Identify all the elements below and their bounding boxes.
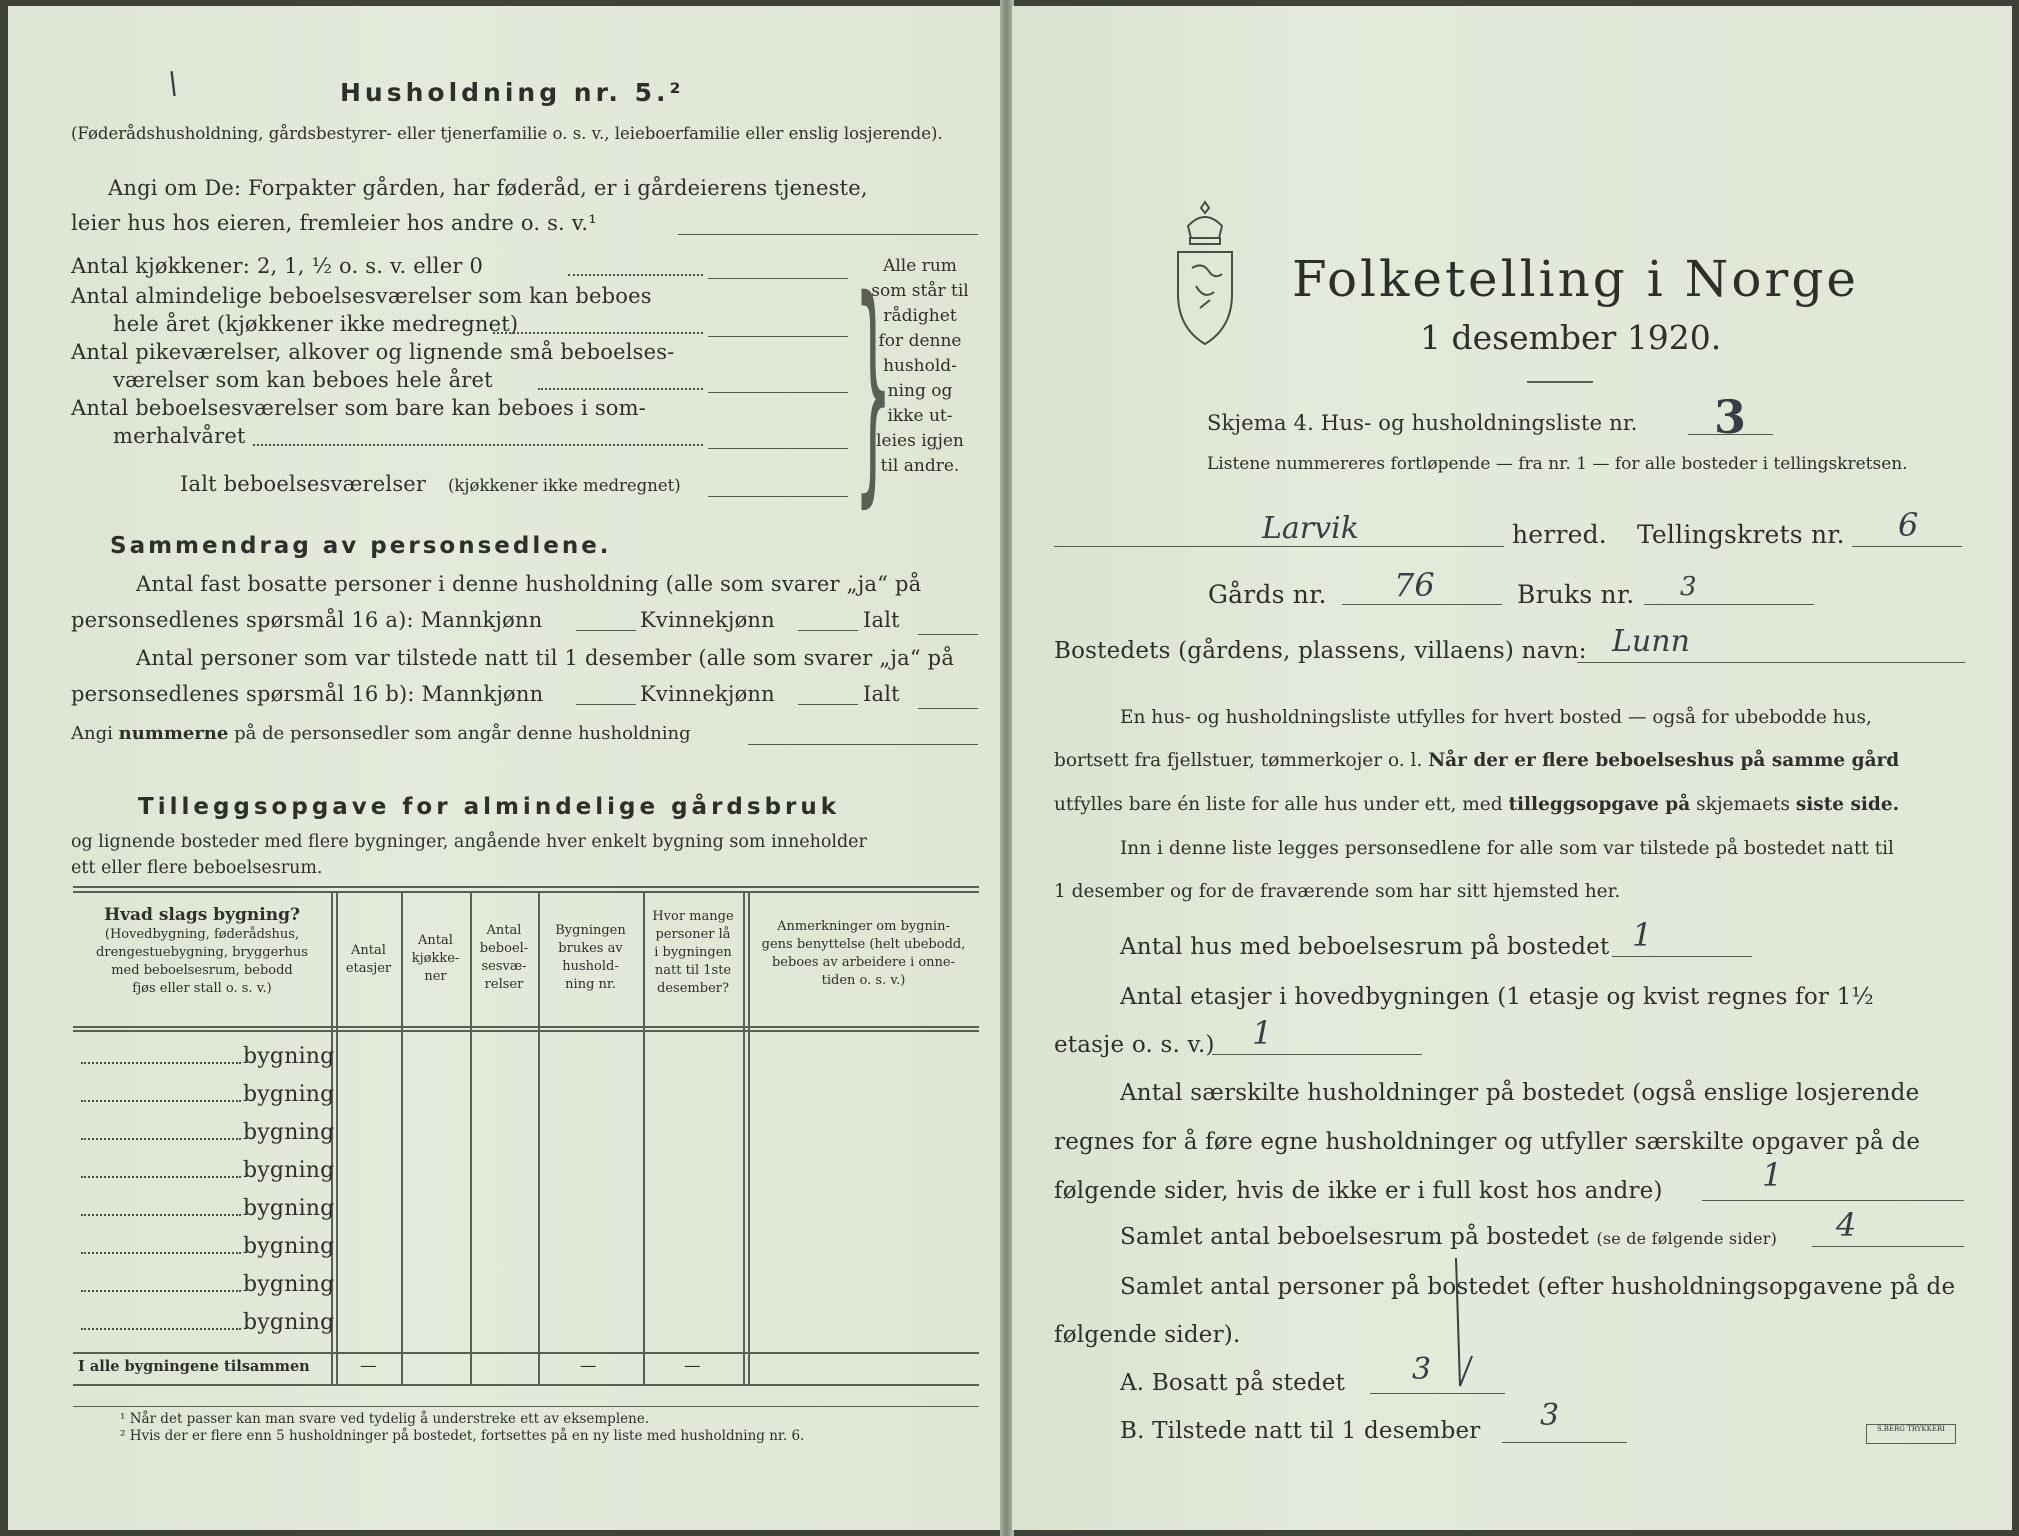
- total-line-2: [918, 708, 978, 709]
- rooms-total-note: (kjøkkener ikke medregnet): [448, 476, 681, 495]
- bosted-label: Bostedets (gårdens, plassens, villaens) navn:: [1054, 638, 1587, 664]
- row-blank: [81, 1100, 241, 1102]
- table-bottom-rule: [73, 1384, 979, 1386]
- row-label: bygning: [243, 1044, 335, 1069]
- a-line: [1370, 1393, 1505, 1394]
- instr-4: Inn i denne liste legges personsedlene for alle som var tilstede på bostedet natt til: [1120, 838, 1894, 859]
- title-divider: [1527, 381, 1593, 383]
- gard-label: Gårds nr.: [1208, 580, 1327, 609]
- table-row: [73, 1152, 979, 1190]
- right-page: [1012, 6, 2012, 1530]
- supplement-title: Tilleggsopgave for almindelige gårdsbruk: [138, 794, 841, 820]
- table-top-rule-2: [73, 891, 979, 893]
- household-note: (Føderådshusholdning, gårdsbestyrer- eller tjenerfamilie o. s. v., leieboerfamilie eller enslig losjerende).: [71, 124, 943, 143]
- table-row: [73, 1190, 979, 1228]
- instr-2: bortsett fra fjellstuer, tømmerkojer o. l. Når der er flere beboelseshus på samme gård: [1054, 750, 1900, 771]
- q-households-2: regnes for å føre egne husholdninger og utfyller særskilte opgaver på de: [1054, 1129, 1921, 1155]
- table-row: [73, 1038, 979, 1076]
- rooms-total-label: Ialt beboelsesværelser: [180, 472, 427, 496]
- coat-of-arms-icon: [1170, 196, 1240, 356]
- female-line-1: [798, 630, 858, 631]
- table-total-rule: [73, 1352, 979, 1354]
- female-line-2: [798, 704, 858, 705]
- table-row: [73, 1114, 979, 1152]
- rooms-2-answer-line: [708, 392, 848, 393]
- supplement-note-2: ett eller flere beboelsesrum.: [71, 858, 323, 878]
- col-header-kitchens: Antal kjøkke- ner: [411, 933, 460, 984]
- bruk-line: [1644, 604, 1814, 605]
- row-blank: [81, 1062, 241, 1064]
- household-title: Husholdning nr. 5.²: [340, 78, 685, 107]
- a-label: A. Bosatt på stedet: [1120, 1370, 1346, 1396]
- footnote-rule: [73, 1406, 979, 1407]
- female-label-1: Kvinnekjønn: [640, 608, 775, 632]
- q-households-1: Antal særskilte husholdninger på bostedet (også enslige losjerende: [1120, 1080, 1920, 1106]
- bosted-line: [1577, 662, 1965, 663]
- bruk-label: Bruks nr.: [1517, 580, 1635, 609]
- col-header-persons: Hvor mange personer lå i bygningen natt til 1ste desember?: [652, 909, 734, 996]
- check-mark-icon: [1442, 1256, 1482, 1396]
- summary-line-4: personsedlenes spørsmål 16 b): Mannkjønn: [71, 682, 544, 706]
- table-row: [73, 1228, 979, 1266]
- table-row: [73, 1304, 979, 1342]
- q-floors-1: Antal etasjer i hovedbygningen (1 etasje og kvist regnes for 1½: [1120, 984, 1874, 1010]
- col-header-household: Bygningen brukes av hushold- ning nr.: [555, 923, 626, 992]
- row-label: bygning: [243, 1158, 335, 1183]
- total-mark-persons: —: [684, 1356, 701, 1375]
- q-houses-line: [1612, 956, 1752, 957]
- instr-3: utfylles bare én liste for alle hus under ett, med tilleggsopgave på skjemaets siste side.: [1054, 794, 1900, 815]
- krets-label: Tellingskrets nr.: [1637, 520, 1845, 549]
- b-line: [1502, 1442, 1627, 1443]
- numbers-line: Angi nummerne på de personsedler som angår denne husholdning: [71, 723, 691, 744]
- row-blank: [81, 1176, 241, 1178]
- summary-title: Sammendrag av personsedlene.: [110, 533, 612, 559]
- rooms-1-label: Antal almindelige beboelsesværelser som kan beboes: [71, 284, 652, 308]
- kitchens-label: Antal kjøkkener: 2, 1, ½ o. s. v. eller 0: [71, 254, 484, 278]
- rooms-2-label-b: værelser som kan beboes hele året: [113, 368, 493, 392]
- total-line-1: [918, 634, 978, 635]
- pen-mark: \: [168, 66, 179, 101]
- q-rooms-value: 4: [1836, 1206, 1857, 1244]
- question-answer-line: [678, 234, 978, 235]
- row-label: bygning: [243, 1196, 335, 1221]
- krets-line: [1852, 546, 1962, 547]
- instr-1: En hus- og husholdningsliste utfylles for hvert bosted — også for ubebodde hus,: [1120, 707, 1872, 728]
- total-mark-floors: —: [360, 1356, 377, 1375]
- col-header-building-type: Hvad slags bygning? (Hovedbygning, føderådshus, drengestuebygning, bryggerhus med beboelsesrum, bebodd fjøs eller stall o. s. v.): [96, 905, 308, 996]
- herred-line: [1054, 546, 1504, 547]
- herred-label: herred.: [1512, 520, 1607, 549]
- q-houses-value: 1: [1632, 916, 1653, 954]
- kitchens-dots: [568, 274, 703, 276]
- bosted-value: Lunn: [1612, 624, 1690, 659]
- bruk-value: 3: [1680, 572, 1697, 602]
- printer-stamp: S.BERG TRYKKERI: [1866, 1424, 1956, 1444]
- numbers-answer-line: [748, 744, 978, 745]
- rooms-3-answer-line: [708, 448, 848, 449]
- table-header-rule: [73, 1026, 979, 1028]
- col-header-rooms: Antal beboel- sesvæ- relser: [479, 923, 529, 992]
- herred-value: Larvik: [1262, 511, 1359, 546]
- schema-note: Listene nummereres fortløpende — fra nr. 1 — for alle bosteder i tellingskretsen.: [1207, 454, 1908, 474]
- household-question-2: leier hus hos eieren, fremleier hos andre o. s. v.¹: [71, 211, 597, 235]
- b-value: 3: [1540, 1398, 1560, 1433]
- row-blank: [81, 1328, 241, 1330]
- row-label: bygning: [243, 1120, 335, 1145]
- q-rooms-line: [1812, 1246, 1964, 1247]
- q-houses: Antal hus med beboelsesrum på bostedet: [1120, 934, 1610, 960]
- male-line-1: [576, 630, 636, 631]
- male-line-2: [576, 704, 636, 705]
- rooms-3-dots: [253, 444, 703, 446]
- supplement-note-1: og lignende bosteder med flere bygninger, angående hver enkelt bygning som inneholder: [71, 832, 867, 852]
- table-row: [73, 1076, 979, 1114]
- form-title: Folketelling i Norge: [1292, 250, 1859, 308]
- footnote-1: ¹ Når det passer kan man svare ved tydelig å understreke ett av eksemplene.: [120, 1411, 650, 1427]
- total-label-1: Ialt: [863, 608, 900, 632]
- b-label: B. Tilstede natt til 1 desember: [1120, 1418, 1481, 1444]
- krets-value: 6: [1898, 506, 1919, 544]
- left-page: [8, 6, 1008, 1530]
- q-households-value: 1: [1762, 1156, 1783, 1194]
- footnote-2: ² Hvis der er flere enn 5 husholdninger på bostedet, fortsettes på en ny liste med husholdning nr. 6.: [120, 1428, 805, 1444]
- q-floors-line: [1212, 1054, 1422, 1055]
- row-label: bygning: [243, 1310, 335, 1335]
- row-label: bygning: [243, 1272, 335, 1297]
- household-question-1: Angi om De: Forpakter gården, har føderåd, er i gårdeierens tjeneste,: [108, 176, 868, 200]
- row-blank: [81, 1214, 241, 1216]
- col-header-floors: Antal etasjer: [345, 943, 392, 976]
- rooms-total-answer-line: [708, 496, 848, 497]
- q-persons-1: Samlet antal personer på bostedet (efter husholdningsopgavene på de: [1120, 1274, 1956, 1300]
- rooms-1-label-b: hele året (kjøkkener ikke medregnet): [113, 312, 519, 336]
- q-floors-2: etasje o. s. v.): [1054, 1032, 1215, 1058]
- row-blank: [81, 1290, 241, 1292]
- rooms-1-dots: [493, 332, 703, 334]
- rooms-1-answer-line: [708, 336, 848, 337]
- gard-line: [1342, 604, 1502, 605]
- q-households-line: [1702, 1200, 1964, 1201]
- instr-5: 1 desember og for de fraværende som har sitt hjemsted her.: [1054, 881, 1621, 902]
- bracket-note: Alle rum som står til rådighet for denne hushold- ning og ikke ut- leies igjen til andre.: [871, 256, 969, 476]
- total-mark-household: —: [580, 1356, 597, 1375]
- rooms-3-label: Antal beboelsesværelser som bare kan beboes i som-: [71, 396, 647, 420]
- table-row: [73, 1266, 979, 1304]
- row-label: bygning: [243, 1082, 335, 1107]
- schema-label: Skjema 4. Hus- og husholdningsliste nr.: [1207, 411, 1638, 435]
- rooms-3-label-b: merhalvåret: [113, 424, 246, 448]
- col-header-remarks: Anmerkninger om bygnin- gens benyttelse (helt ubebodd, beboes av arbeidere i onne- tiden o. s. v.): [761, 919, 966, 988]
- table-header-rule-2: [73, 1030, 979, 1032]
- q-floors-value: 1: [1252, 1014, 1273, 1052]
- table-top-rule: [73, 886, 979, 888]
- rooms-2-dots: [538, 388, 703, 390]
- total-label-2: Ialt: [863, 682, 900, 706]
- kitchens-answer-line: [708, 278, 848, 279]
- row-label: bygning: [243, 1234, 335, 1259]
- schema-number: 3: [1714, 390, 1747, 444]
- summary-line-1: Antal fast bosatte personer i denne husholdning (alle som svarer „ja“ på: [136, 572, 922, 596]
- female-label-2: Kvinnekjønn: [640, 682, 775, 706]
- summary-line-2: personsedlenes spørsmål 16 a): Mannkjønn: [71, 608, 543, 632]
- q-persons-2: følgende sider).: [1054, 1322, 1241, 1348]
- brace: }: [854, 248, 893, 528]
- gard-value: 76: [1394, 566, 1435, 604]
- q-rooms: Samlet antal beboelsesrum på bostedet (se de følgende sider): [1120, 1224, 1778, 1250]
- total-row-label: I alle bygningene tilsammen: [78, 1358, 310, 1375]
- a-value: 3: [1412, 1352, 1432, 1387]
- rooms-2-label: Antal pikeværelser, alkover og lignende små beboelses-: [71, 340, 675, 364]
- summary-line-3: Antal personer som var tilstede natt til 1 desember (alle som svarer „ja“ på: [136, 646, 955, 670]
- q-households-3: følgende sider, hvis de ikke er i full kost hos andre): [1054, 1178, 1663, 1204]
- row-blank: [81, 1252, 241, 1254]
- form-date: 1 desember 1920.: [1420, 318, 1722, 357]
- row-blank: [81, 1138, 241, 1140]
